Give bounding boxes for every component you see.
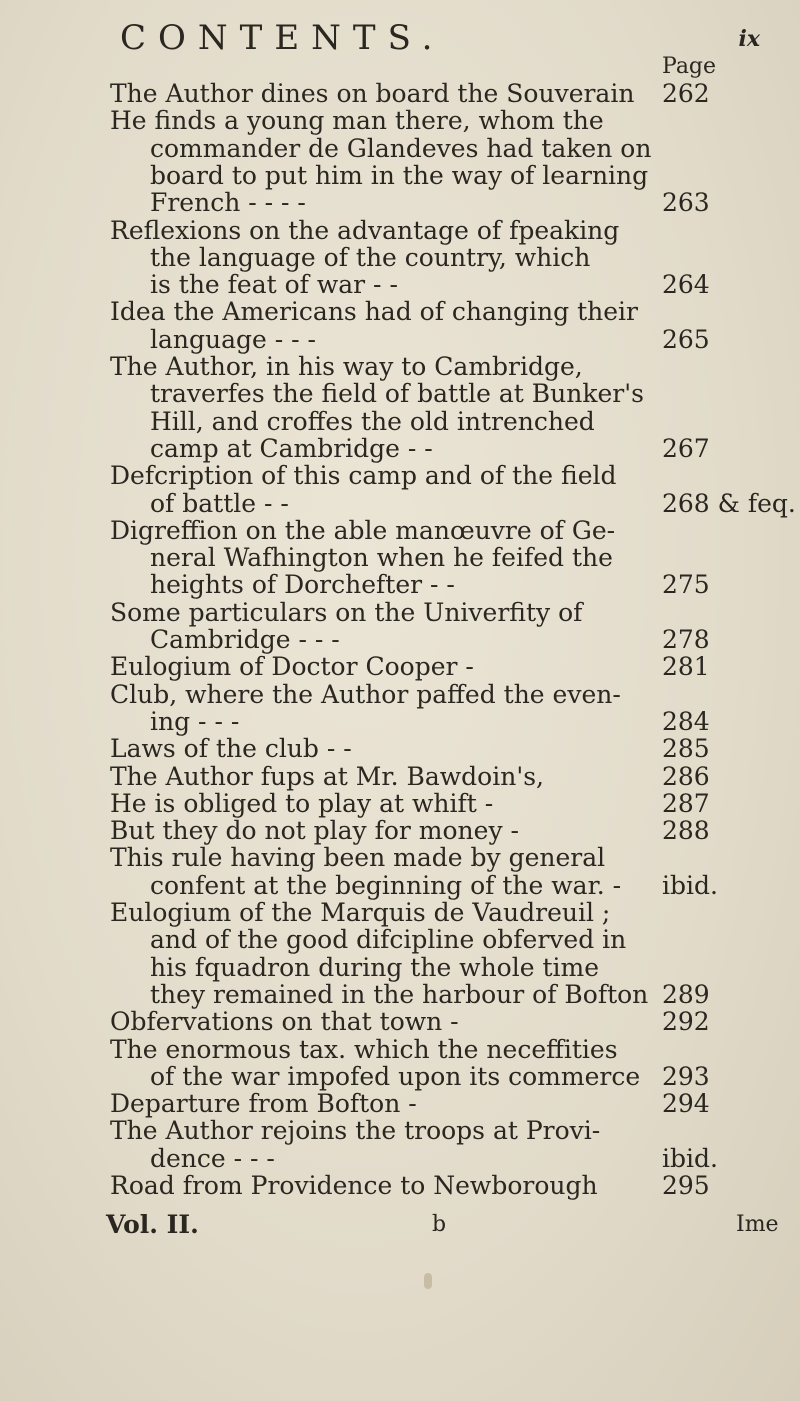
entry-continuation-line: they remained in the harbour of Bofton [150, 979, 649, 1009]
entry-page-number: 263 [662, 188, 710, 218]
entry-continuation-line: Hill, and croffes the old intrenched [150, 406, 595, 436]
entry-first-line: He is obliged to play at whift - [110, 788, 494, 818]
entry-page-number: 262 [662, 79, 710, 108]
entry-first-line: Obfervations on that town - [110, 1007, 459, 1037]
entry-page-number: 267 [662, 433, 710, 463]
entry-first-line: This rule having been made by general [110, 843, 606, 873]
entry-page-number: 295 [662, 1171, 710, 1200]
entry-page-number: ibid. [662, 1143, 718, 1173]
entry-first-line: Some particulars on the Univerfity of [110, 597, 583, 627]
entry-continuation-line: the language of the country, which [150, 242, 591, 272]
entry-page-number: 265 [662, 324, 710, 354]
entry-continuation-line: camp at Cambridge - - [150, 433, 433, 463]
page-title: CONTENTS. [120, 18, 445, 58]
entry-continuation-line: heights of Dorchefter - - [150, 570, 455, 600]
entry-continuation-line: ing - - - [150, 706, 240, 736]
entry-continuation-line: language - - - [150, 324, 316, 354]
entry-first-line: Digreffion on the able manœuvre of Ge- [110, 515, 616, 545]
entry-continuation-line: of battle - - [150, 488, 289, 518]
entry-page-number: 288 [662, 816, 710, 846]
entry-first-line: Club, where the Author paffed the even- [110, 679, 621, 709]
entry-page-number: 292 [662, 1007, 710, 1037]
entry-continuation-line: traverfes the field of battle at Bunker's [150, 379, 644, 409]
entry-page-number: 264 [662, 270, 710, 300]
catchword: Ime [736, 1212, 779, 1237]
entry-first-line: Departure from Bofton - [110, 1089, 417, 1119]
entry-continuation-line: of the war impofed upon its commerce [150, 1061, 641, 1091]
folio-number: ix [738, 26, 760, 52]
entry-page-number: 287 [662, 788, 710, 818]
entry-page-number: 294 [662, 1089, 710, 1119]
entry-continuation-line: commander de Glandeves had taken on [150, 133, 652, 163]
entry-page-number: 278 [662, 625, 710, 654]
entry-first-line: Reflexions on the advantage of fpeaking [110, 215, 620, 245]
entry-first-line: The Author rejoins the troops at Provi- [110, 1116, 601, 1146]
page-header [120, 18, 780, 58]
entry-continuation-line: his fquadron during the whole time [150, 952, 600, 982]
entry-continuation-line: is the feat of war - - [150, 270, 398, 300]
entry-first-line: The Author, in his way to Cambridge, [110, 352, 583, 381]
entry-first-line: Idea the Americans had of changing their [110, 297, 638, 327]
entry-first-line: He finds a young man there, whom the [110, 106, 604, 136]
entry-page-number: 284 [662, 706, 710, 736]
entry-first-line: The enormous tax. which the neceffities [110, 1034, 618, 1064]
entry-page-number: 281 [662, 652, 710, 682]
entry-first-line: The Author fups at Mr. Bawdoin's, [110, 761, 544, 791]
ink-smudge [424, 1273, 432, 1289]
entry-page-number: 289 [662, 979, 710, 1009]
entry-first-line: The Author dines on board the Souverain [110, 79, 635, 108]
entry-page-number: ibid. [662, 870, 718, 900]
entry-continuation-line: confent at the beginning of the war. - [150, 870, 622, 900]
entry-page-number: 293 [662, 1061, 710, 1091]
entry-page-number: 275 [662, 570, 710, 600]
signature-mark: b [432, 1212, 447, 1237]
entry-page-number: 285 [662, 734, 710, 764]
entry-first-line: Defcription of this camp and of the field [110, 461, 617, 491]
entry-first-line: Road from Providence to Newborough [110, 1171, 598, 1200]
entry-continuation-line: Cambridge - - - [150, 625, 340, 654]
entry-first-line: Eulogium of Doctor Cooper - [110, 652, 474, 682]
entry-continuation-line: dence - - - [150, 1143, 275, 1173]
page-column-label: Page [662, 54, 717, 79]
entry-continuation-line: French - - - - [150, 188, 306, 218]
volume-label: Vol. II. [106, 1210, 199, 1239]
entry-first-line: But they do not play for money - [110, 816, 519, 846]
entry-continuation-line: board to put him in the way of learning [150, 160, 649, 190]
entry-continuation-line: neral Wafhington when he feifed the [150, 543, 613, 573]
entry-page-number: 286 [662, 761, 710, 791]
entry-continuation-line: and of the good difcipline obferved in [150, 925, 627, 955]
entry-page-number: 268 & feq. [662, 488, 796, 518]
entry-first-line: Laws of the club - - [110, 734, 352, 764]
entry-first-line: Eulogium of the Marquis de Vaudreuil ; [110, 898, 611, 927]
